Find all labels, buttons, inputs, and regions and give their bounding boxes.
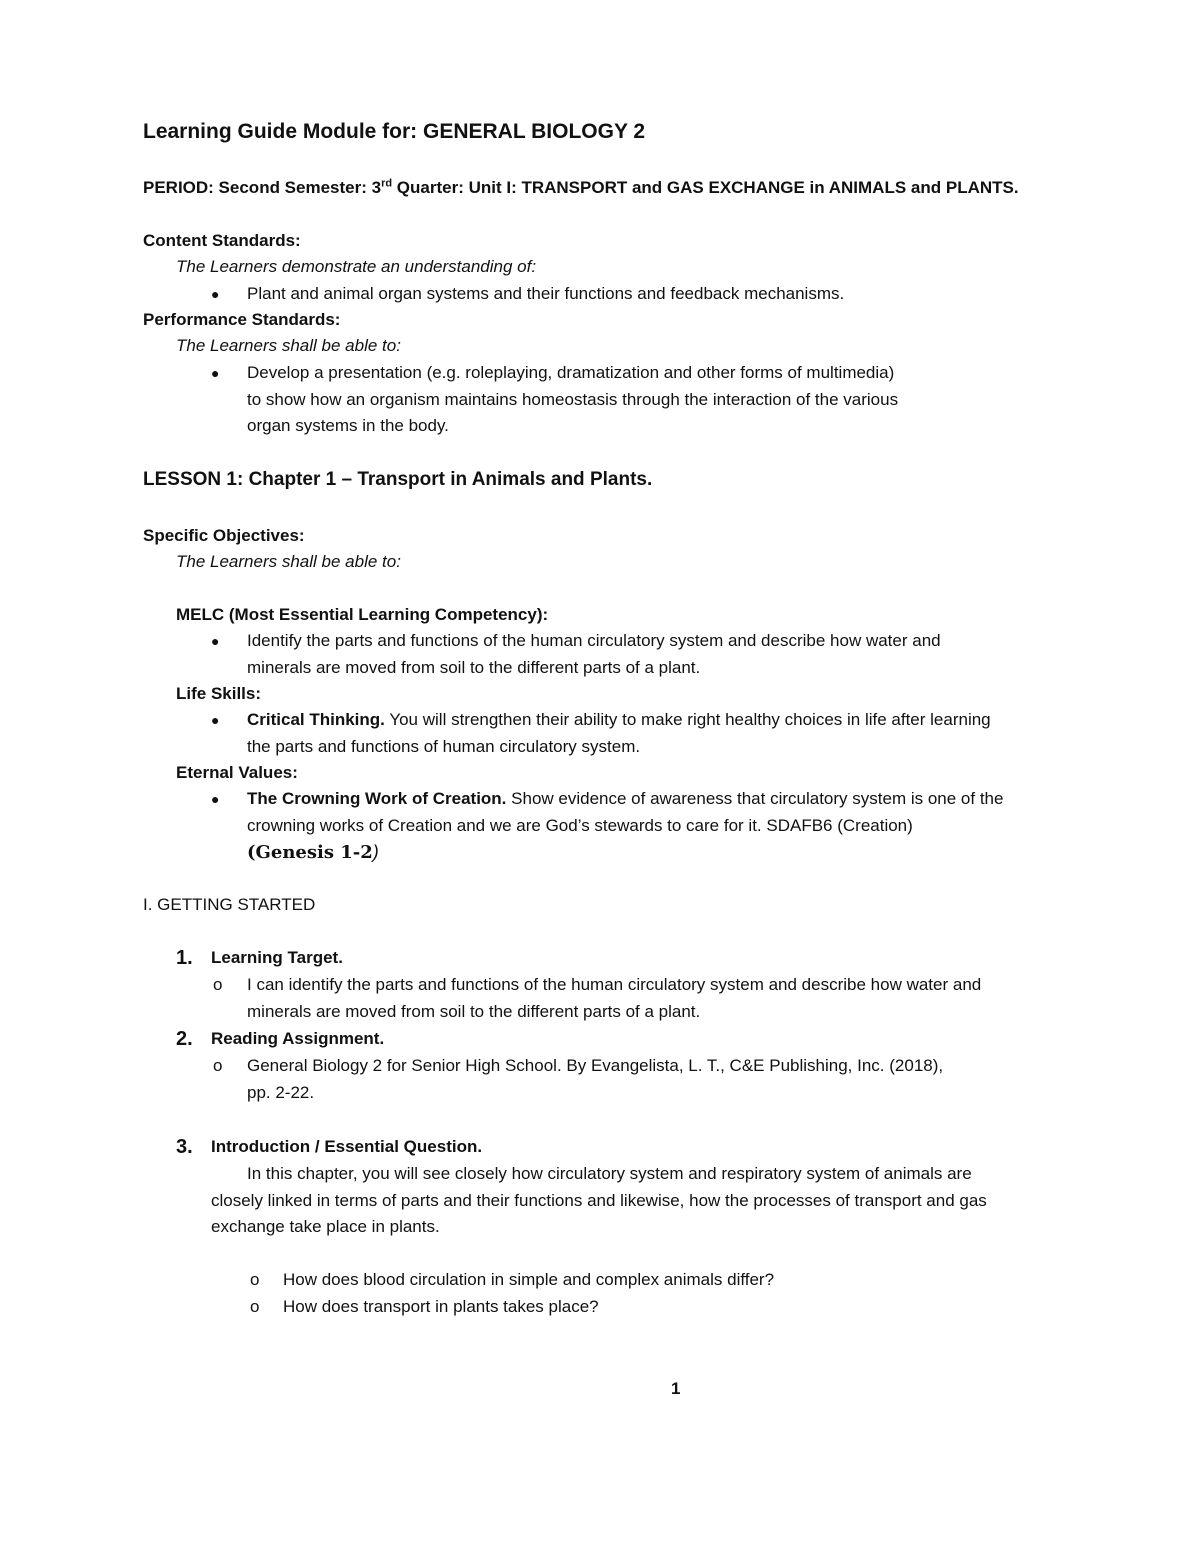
performance-standards-intro: The Learners shall be able to: (176, 336, 401, 355)
reading-assignment-line: pp. 2-22. (247, 1083, 315, 1102)
bullet-icon: ● (211, 633, 220, 649)
essential-question: How does transport in plants takes place? (283, 1297, 599, 1316)
bullet-icon: ● (211, 712, 220, 728)
section-heading-getting-started: I. GETTING STARTED (143, 895, 316, 914)
eternal-values-line: crowning works of Creation and we are God’s stewards to care for it. SDAFB6 (Creation) (247, 816, 913, 835)
page-number: 1 (671, 1379, 681, 1398)
reading-assignment-label: Reading Assignment. (211, 1029, 385, 1048)
genesis-close: ) (372, 842, 379, 862)
content-standards-intro: The Learners demonstrate an understanding of: (176, 257, 537, 276)
reading-assignment-line: General Biology 2 for Senior High School. By Evangelista, L. T., C&E Publishing, Inc. (2018), (247, 1056, 944, 1075)
specific-objectives-heading: Specific Objectives: (143, 526, 305, 545)
introduction-paragraph-line: closely linked in terms of parts and their functions and likewise, how the processes of transport and gas (211, 1191, 987, 1210)
life-skills-line: the parts and functions of human circulatory system. (247, 737, 641, 756)
life-skills-text: You will strengthen their ability to make right healthy choices in life after learning (384, 710, 991, 729)
learning-target-line: minerals are moved from soil to the different parts of a plant. (247, 1002, 701, 1021)
essential-question: How does blood circulation in simple and complex animals differ? (283, 1270, 775, 1289)
eternal-values-text: Show evidence of awareness that circulatory system is one of the (506, 789, 1004, 808)
learning-target-label: Learning Target. (211, 948, 343, 967)
performance-standards-line: Develop a presentation (e.g. roleplaying, dramatization and other forms of multimedia) (247, 363, 895, 382)
page-title: Learning Guide Module for: GENERAL BIOLOGY 2 (143, 120, 646, 143)
circle-bullet-icon: o (213, 975, 223, 994)
content-standards-bullet: Plant and animal organ systems and their functions and feedback mechanisms. (247, 284, 845, 303)
period-line (143, 177, 1019, 199)
eternal-values-lead: The Crowning Work of Creation. (247, 789, 507, 808)
genesis-reference (247, 841, 379, 864)
lesson-heading: LESSON 1: Chapter 1 – Transport in Animals and Plants. (143, 469, 653, 490)
specific-objectives-intro: The Learners shall be able to: (176, 552, 401, 571)
life-skills-line (247, 709, 991, 731)
eternal-values-heading: Eternal Values: (176, 763, 298, 782)
bullet-icon: ● (211, 286, 220, 302)
performance-standards-heading: Performance Standards: (143, 310, 341, 329)
genesis-text: (Genesis 1-2 (247, 842, 373, 863)
period-superscript: rd (381, 177, 393, 190)
performance-standards-line: organ systems in the body. (247, 416, 449, 435)
content-standards-heading: Content Standards: (143, 231, 301, 250)
circle-bullet-icon: o (250, 1297, 260, 1316)
performance-standards-line: to show how an organism maintains homeostasis through the interaction of the various (247, 390, 899, 409)
circle-bullet-icon: o (213, 1056, 223, 1075)
item-number: 3. (176, 1136, 193, 1158)
eternal-values-line (247, 788, 1003, 810)
melc-heading: MELC (Most Essential Learning Competency): (176, 605, 549, 624)
melc-line: Identify the parts and functions of the human circulatory system and describe how water and (247, 631, 941, 650)
bullet-icon: ● (211, 791, 220, 807)
melc-line: minerals are moved from soil to the different parts of a plant. (247, 658, 701, 677)
bullet-icon: ● (211, 365, 220, 381)
introduction-paragraph-line: exchange take place in plants. (211, 1217, 440, 1236)
introduction-paragraph-line: In this chapter, you will see closely how circulatory system and respiratory system of animals are (247, 1164, 972, 1183)
period-text-post: Quarter: Unit I: TRANSPORT and GAS EXCHANGE in ANIMALS and PLANTS. (392, 178, 1019, 197)
item-number: 2. (176, 1028, 193, 1050)
life-skills-lead: Critical Thinking. (247, 710, 385, 729)
life-skills-heading: Life Skills: (176, 684, 262, 703)
circle-bullet-icon: o (250, 1270, 260, 1289)
period-text-pre: PERIOD: Second Semester: 3 (143, 178, 382, 197)
item-number: 1. (176, 947, 193, 969)
introduction-label: Introduction / Essential Question. (211, 1137, 483, 1156)
learning-target-line: I can identify the parts and functions of the human circulatory system and describe how water and (247, 975, 982, 994)
